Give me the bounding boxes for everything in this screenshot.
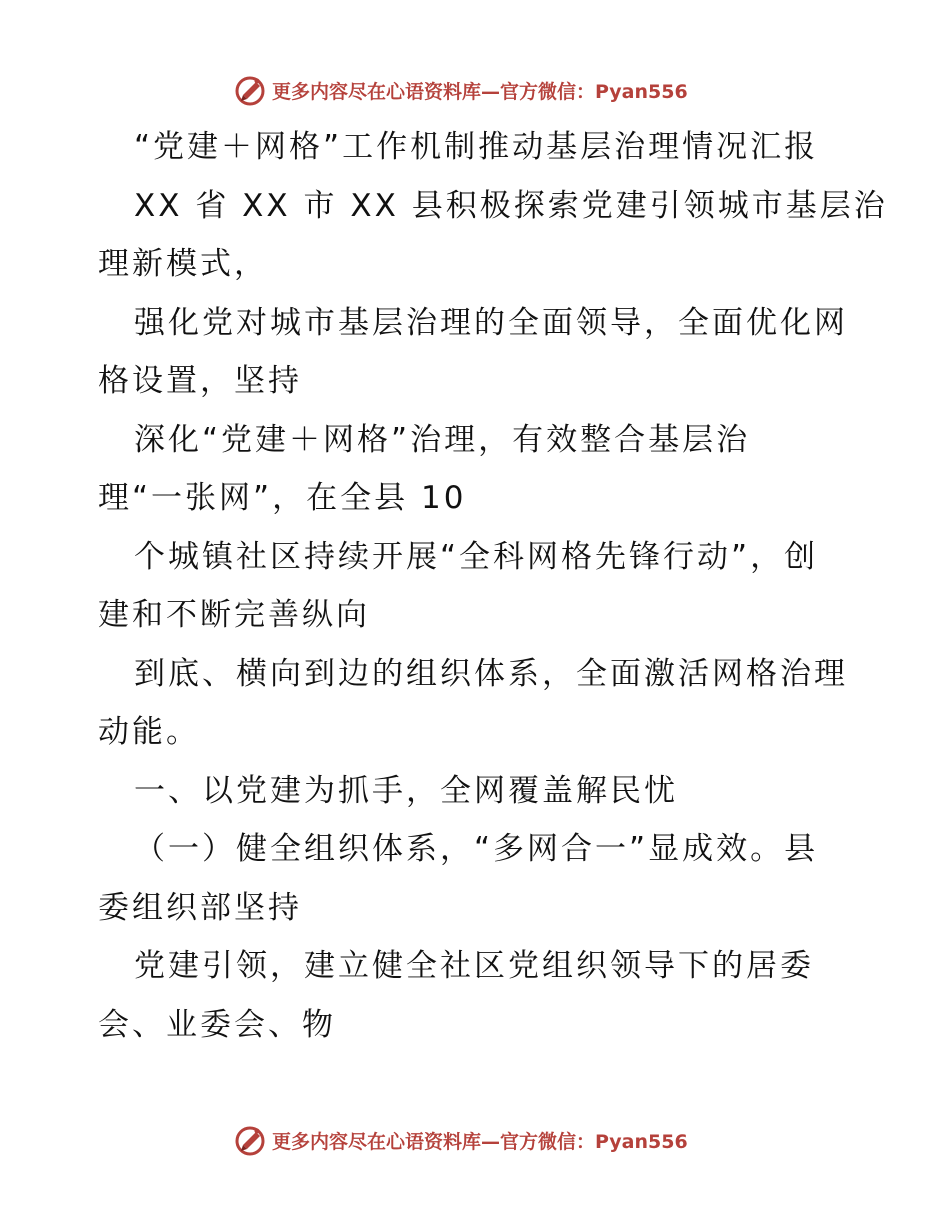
doc-line: 个城镇社区持续开展“全科网格先锋行动”，创 — [134, 539, 819, 575]
footer-watermark — [234, 1122, 754, 1158]
section-heading: 一、以党建为抓手，全网覆盖解民忧 — [134, 773, 678, 809]
pen-logo-icon — [234, 73, 268, 107]
header-watermark-text: 更多内容尽在心语资料库—官方微信：Pyan556 — [272, 80, 688, 103]
doc-line: 党建引领，建立健全社区党组织领导下的居委 — [134, 948, 814, 984]
doc-line: （一）健全组织体系，“多网合一”显成效。县 — [134, 831, 819, 867]
doc-line: 理“一张网”，在全县 10 — [98, 480, 467, 516]
doc-line: 建和不断完善纵向 — [98, 597, 370, 633]
doc-line: 委组织部坚持 — [98, 890, 302, 926]
footer-watermark-text: 更多内容尽在心语资料库—官方微信：Pyan556 — [272, 1130, 688, 1153]
doc-title: “党建＋网格”工作机制推动基层治理情况汇报 — [134, 129, 819, 165]
doc-line: 会、业委会、物 — [98, 1007, 336, 1043]
doc-line: 格设置，坚持 — [98, 363, 302, 399]
header-watermark — [234, 72, 754, 108]
pen-logo-icon — [234, 1123, 268, 1157]
doc-line: XX 省 XX 市 XX 县积极探索党建引领城市基层治 — [134, 188, 888, 224]
doc-line: 到底、横向到边的组织体系，全面激活网格治理 — [134, 656, 848, 692]
doc-line: 理新模式， — [98, 246, 268, 282]
doc-line: 深化“党建＋网格”治理，有效整合基层治 — [134, 422, 751, 458]
doc-line: 动能。 — [98, 714, 200, 750]
doc-line: 强化党对城市基层治理的全面领导，全面优化网 — [134, 305, 848, 341]
